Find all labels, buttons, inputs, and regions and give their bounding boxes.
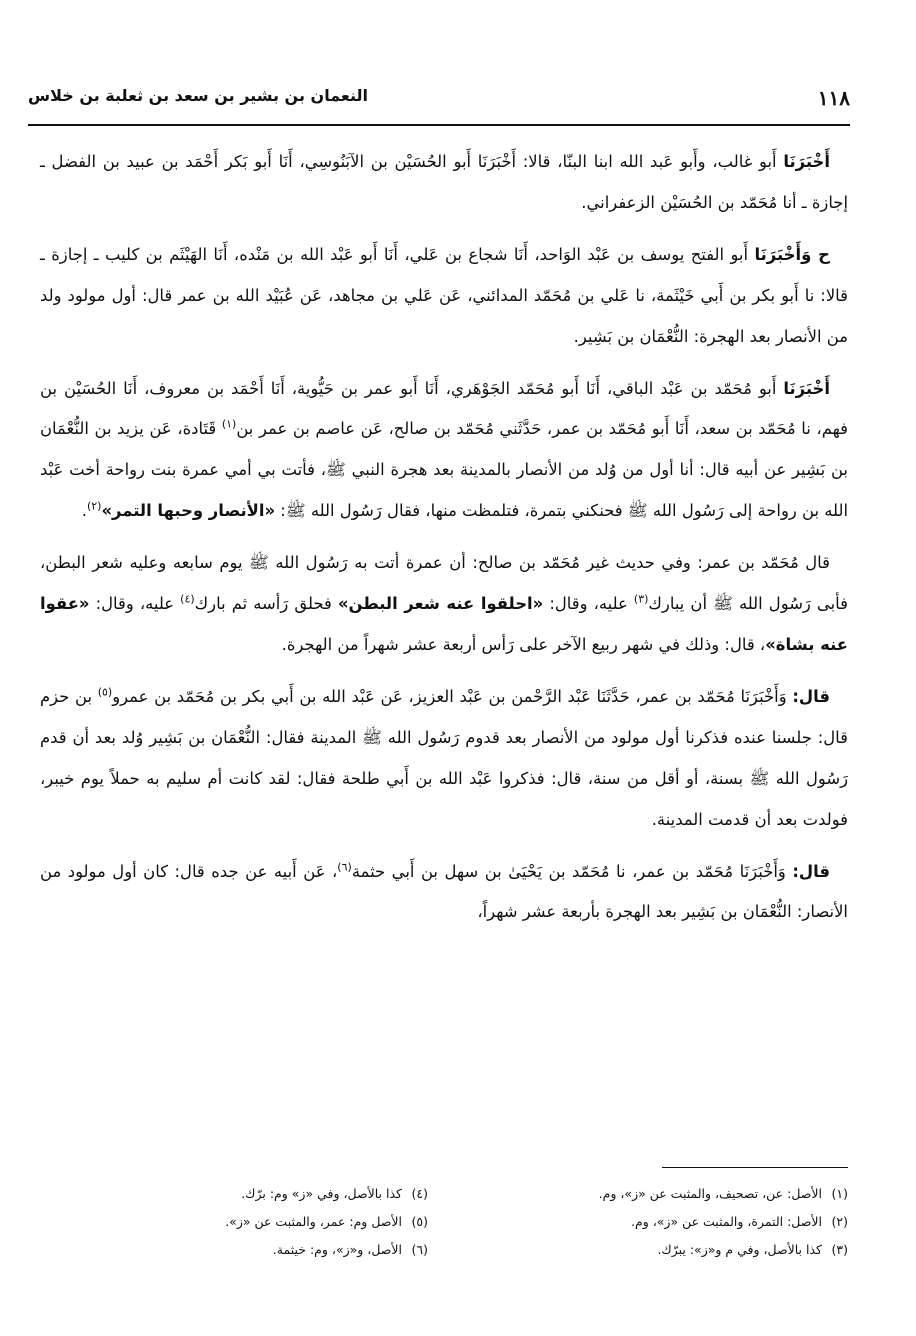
footnote-text: الأصل وم: عمر، والمثبت عن «ز».	[225, 1214, 402, 1229]
footnote-ref-5[interactable]: (٥)	[97, 685, 113, 699]
paragraph-lead: قال:	[792, 861, 830, 881]
paragraph-6	[40, 852, 848, 934]
footnote-2	[448, 1208, 848, 1236]
footnote-number: (٢)	[831, 1214, 848, 1229]
paragraph-lead: أَخْبَرَنَا	[783, 378, 830, 398]
paragraph-end: .	[81, 501, 87, 521]
paragraph-text: أَبو غالب، وأَبو عَبد الله ابنا البنّا، قالا: أَخْبَرَنَا أَبو الحُسَيْن بن الآبَنُوسِي، أَنَا أَبو بَكر أَحْمَد بن عبيد بن الفضل ـ إجازة ـ أنا مُحَمّد بن الحُسَيْن الزعفراني.	[40, 152, 848, 212]
footnote-separator	[662, 1167, 848, 1168]
paragraph-lead: أَخْبَرَنَا	[783, 152, 830, 171]
footnote-ref-2[interactable]: (٢)	[86, 499, 102, 513]
paragraph-text: فحلق رَأسه ثم بارك	[194, 594, 338, 614]
paragraph-text: وَأَخْبَرَنَا مُحَمّد بن عمر، حَدَّثَنَا عَبْد الرَّحْمن بن عَبْد العزيز، عَن عَبْد الله بن أَبي بكر بن مُحَمّد بن عمرو	[112, 686, 793, 706]
footnote-4	[28, 1180, 428, 1208]
footnote-3	[448, 1236, 848, 1264]
page-header	[28, 84, 850, 118]
footnote-text: كذا بالأصل، وفي «ز» وم: برّك.	[241, 1186, 402, 1201]
hadith-quote: «احلقوا عنه شعر البطن»	[337, 594, 544, 614]
hadith-quote: «الأنصار وحبها التمر»	[101, 501, 276, 521]
footnote-text: الأصل: عن، تصحيف، والمثبت عن «ز»، وم.	[598, 1186, 822, 1201]
paragraph-5	[40, 677, 848, 841]
paragraph-text: قال مُحَمّد بن عمر: وفي حديث غير مُحَمّد بن صالح: أن عمرة أتت به رَسُول الله ﷺ يوم سابعه وعليه شعر البطن، فأبى رَسُول الله ﷺ أن يبارك	[40, 553, 848, 614]
header-rule	[28, 124, 850, 126]
running-title: النعمان بن بشير بن سعد بن ثعلبة بن خلاس	[28, 86, 368, 105]
footnote-text: كذا بالأصل، وفي م و«ز»: يبرّك.	[657, 1242, 822, 1257]
footnote-ref-4[interactable]: (٤)	[180, 592, 195, 606]
footnotes-column-left	[28, 1180, 428, 1264]
paragraph-text: أَبو الفتح يوسف بن عَبْد الوَاحد، أَنَا شجاع بن عَلي، أَنَا أَبو عَبْد الله بن مَنْده، أَنَا الهَيْثَم بن كليب ـ إجازة ـ قالا: نا أَبو بكر بن أَبي خَيْثَمة، نا عَلي بن مُحَمّد المدائني، عَن عَلي بن مجاهد، عَن عُبَيْد الله بن عمر قال: أول مولود ولد من الأنصار بعد الهجرة: النُّعْمَان بن بَشِير.	[40, 244, 848, 346]
paragraph-text: عليه، وقال:	[89, 594, 181, 614]
footnote-ref-6[interactable]: (٦)	[337, 860, 352, 874]
hadith-quote: «عقوا عنه بشاة»	[40, 594, 848, 654]
paragraph-text: قَتَادة، عَن يزيد بن النُّعْمَان بن بَشِير عن أبيه قال: أنا أول من وُلد من الأنصار بالمدينة بعد هجرة النبي ﷺ، فأتت بي أمي عمرة بنت رواحة أخت عَبْد الله بن رواحة إلى رَسُول الله ﷺ فحنكني بتمرة، فتلمظت منها، فقال رَسُول الله ﷺ:	[40, 419, 848, 521]
paragraph-text: ، عَن أَبيه عن جده قال: كان أول مولود من الأنصار: النُّعْمَان بن بَشِير بعد الهجرة بأربعة عشر شهراً،	[40, 861, 848, 922]
footnote-text: الأصل: التمرة، والمثبت عن «ز»، وم.	[631, 1214, 822, 1229]
paragraph-1	[40, 142, 848, 224]
footnote-number: (٦)	[411, 1242, 428, 1257]
paragraph-lead: ح وَأَخْبَرَنَا	[754, 244, 830, 264]
paragraph-lead: قال:	[792, 686, 830, 706]
paragraph-text: عليه، وقال:	[543, 594, 634, 614]
page-number: ١١٨	[817, 86, 850, 110]
footnotes-column-right	[448, 1180, 848, 1264]
footnote-number: (١)	[831, 1186, 848, 1201]
footnote-number: (٤)	[411, 1186, 428, 1201]
footnote-ref-1[interactable]: (١)	[221, 417, 237, 431]
paragraph-text: بن حزم قال: جلسنا عنده فذكرنا أول مولود من الأنصار بعد قدوم رَسُول الله ﷺ المدينة فقال: النُّعْمَان بن بَشِير وُلد بعد أن قدم رَسُول الله ﷺ بسنة، أو أقل من سنة، قال: فذكروا عَبْد الله بن أَبي طلحة فقال: لقد كانت أم سليم به حملاً يوم خيبر، فولدت بعد أن قدمت المدينة.	[40, 686, 848, 829]
paragraph-4	[40, 543, 848, 666]
paragraph-3	[40, 369, 848, 533]
footnote-text: الأصل، و«ز»، وم: خيثمة.	[272, 1242, 402, 1257]
paragraph-text: ، قال: وذلك في شهر ربيع الآخر على رَأس أربعة عشر شهراً من الهجرة.	[281, 634, 766, 654]
paragraph-2	[40, 235, 848, 358]
footnote-1	[448, 1180, 848, 1208]
footnote-number: (٣)	[831, 1242, 848, 1257]
footnote-6	[28, 1236, 428, 1264]
paragraph-text: أَبو مُحَمّد بن عَبْد الباقي، أَنَا أَبو مُحَمّد الجَوْهَري، أَنَا أَبو عمر بن حَيُّوية، أَنَا أَحْمَد بن معروف، أَنَا الحُسَيْن بن فهم، نا مُحَمّد بن سعد، أَنَا أَبو مُحَمّد بن عمر، حَدَّثَني مُحَمّد بن صالح، عَن عاصم بن عمر بن	[40, 378, 848, 439]
main-text	[40, 142, 848, 944]
footnote-ref-3[interactable]: (٣)	[633, 592, 649, 606]
footnote-number: (٥)	[411, 1214, 428, 1229]
footnote-5	[28, 1208, 428, 1236]
paragraph-text: وَأَخْبَرَنَا مُحَمّد بن عمر، نا مُحَمّد بن يَحْيَىٰ بن سهل بن أَبي حثمة	[351, 861, 793, 881]
